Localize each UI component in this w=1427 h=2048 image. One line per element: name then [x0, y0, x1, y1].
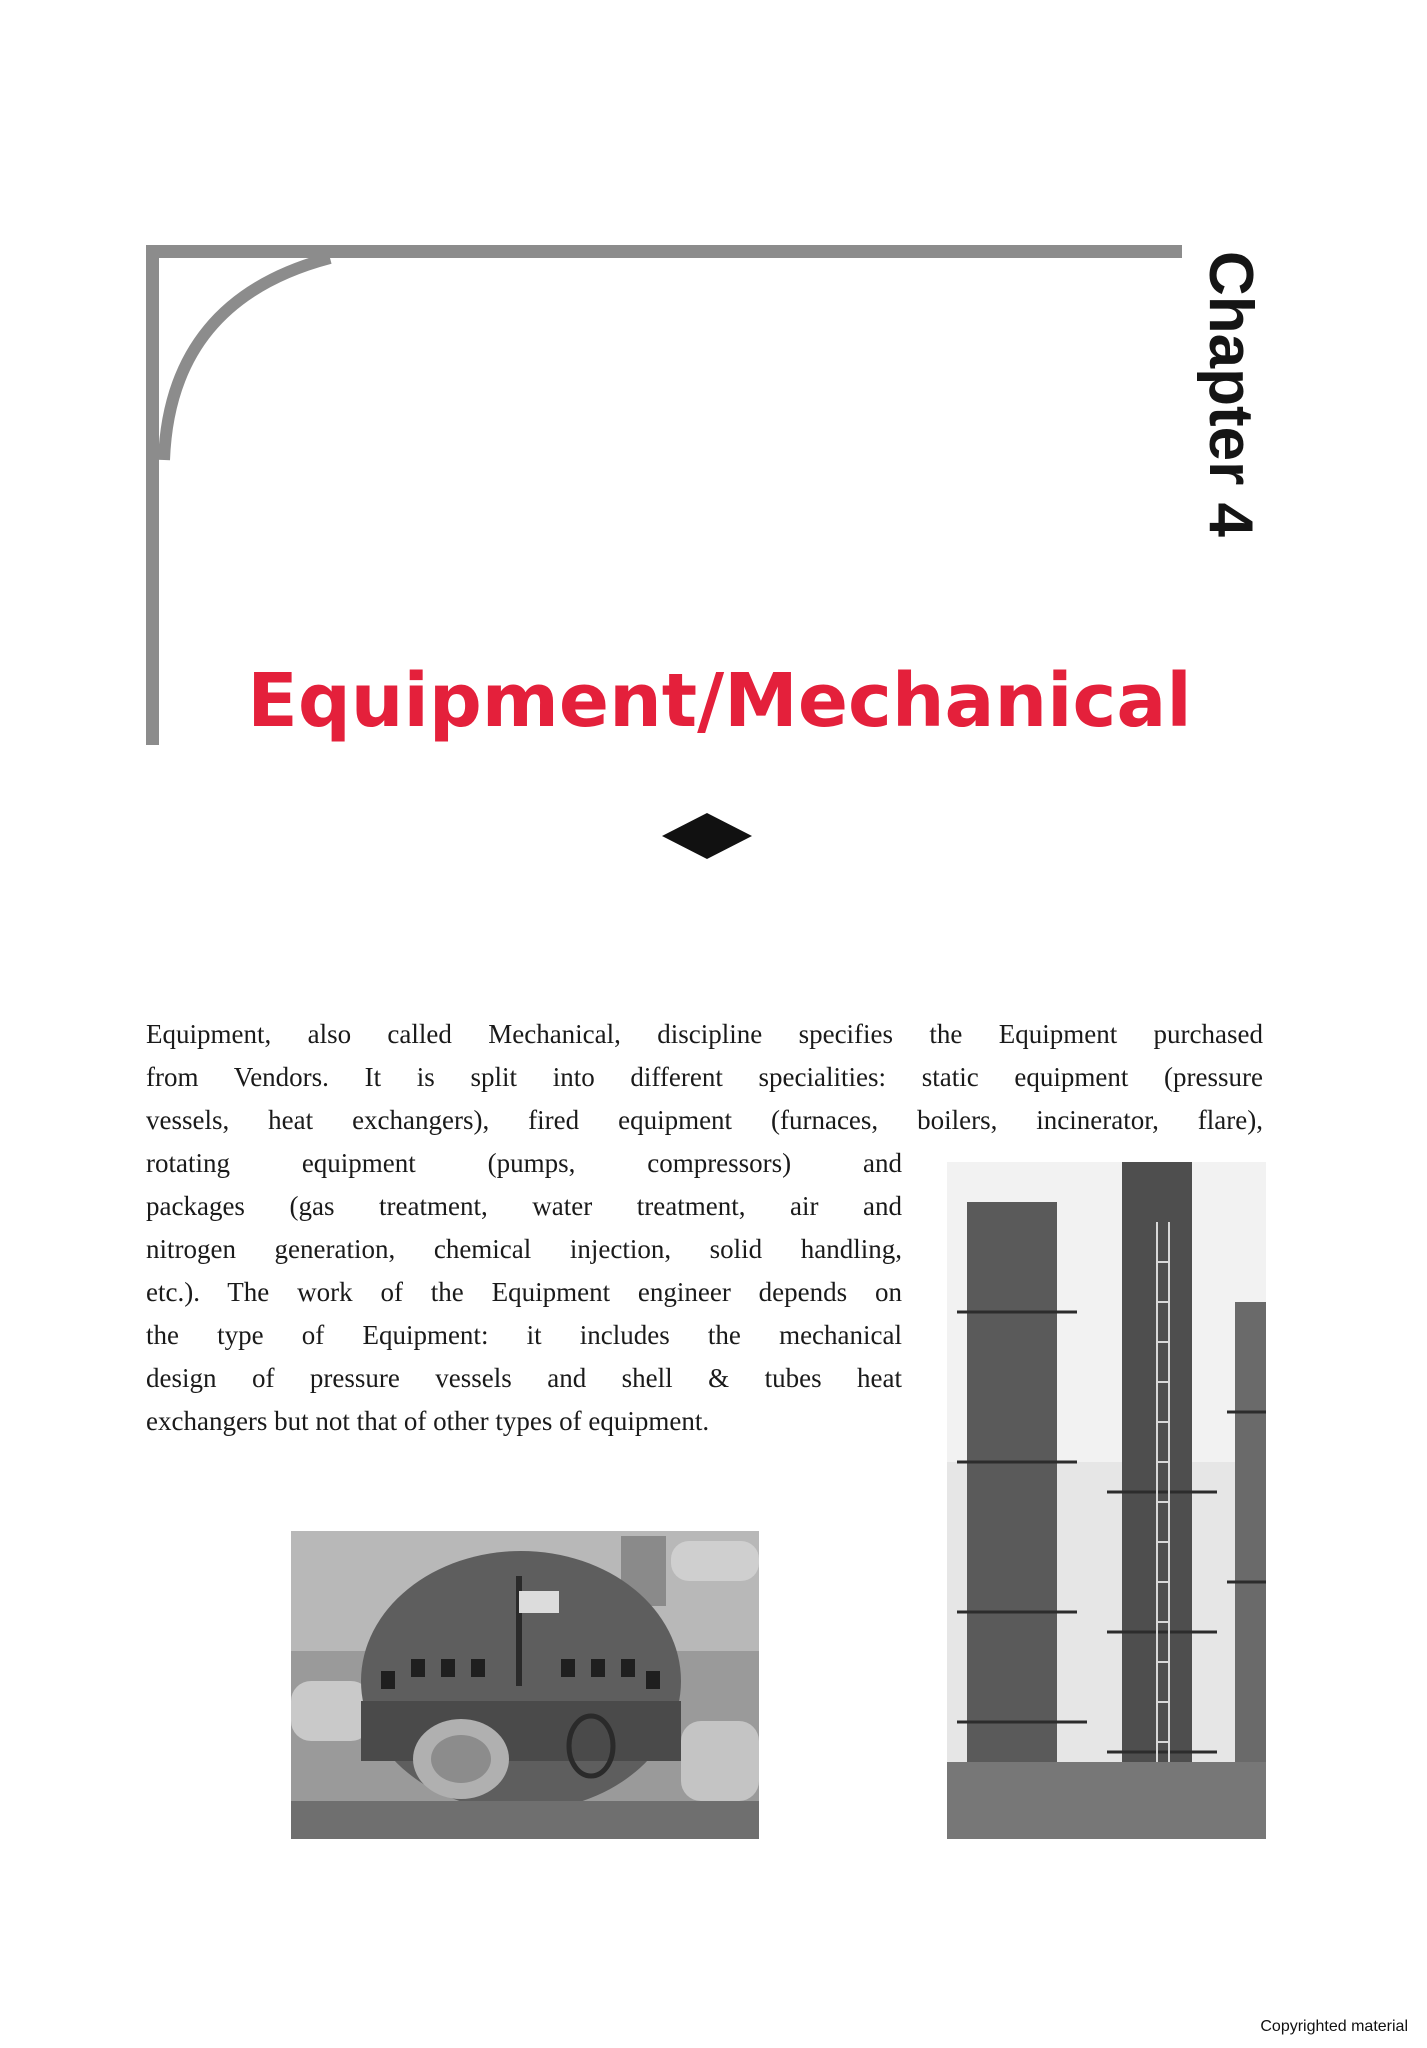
paragraph-line: packages (gas treatment, water treatment, air and [146, 1191, 902, 1221]
chapter-label [1190, 251, 1270, 537]
paragraph-line: exchangers but not that of other types of equipment. [146, 1406, 710, 1436]
paragraph-line: design of pressure vessels and shell & tubes heat [146, 1363, 902, 1393]
pump-photo [291, 1531, 759, 1839]
paragraph-line: Equipment, also called Mechanical, discipline specifies the Equipment purchased [146, 1019, 1263, 1049]
frame-corner-arc [164, 258, 330, 460]
copyright-notice: Copyrighted material [1260, 2018, 1408, 2035]
paragraph-line: rotating equipment (pumps, compressors) and [146, 1148, 902, 1178]
frame-top-bar [146, 245, 1182, 258]
paragraph-line: the type of Equipment: it includes the mechanical [146, 1320, 902, 1350]
paragraph-line: vessels, heat exchangers), fired equipment (furnaces, boilers, incinerator, flare), [146, 1105, 1263, 1135]
diamond-ornament [662, 813, 752, 859]
intro-paragraph-narrow [146, 1142, 902, 1443]
distillation-tower-photo [947, 1162, 1266, 1839]
chapter-title: Equipment/Mechanical [247, 658, 1192, 744]
paragraph-line: nitrogen generation, chemical injection, solid handling, [146, 1234, 902, 1264]
paragraph-line: etc.). The work of the Equipment engineer depends on [146, 1277, 902, 1307]
chapter-text: Chapter 4 [1196, 251, 1265, 537]
paragraph-line: from Vendors. It is split into different specialities: static equipment (pressure [146, 1062, 1263, 1092]
intro-paragraph-full [146, 1013, 1263, 1142]
